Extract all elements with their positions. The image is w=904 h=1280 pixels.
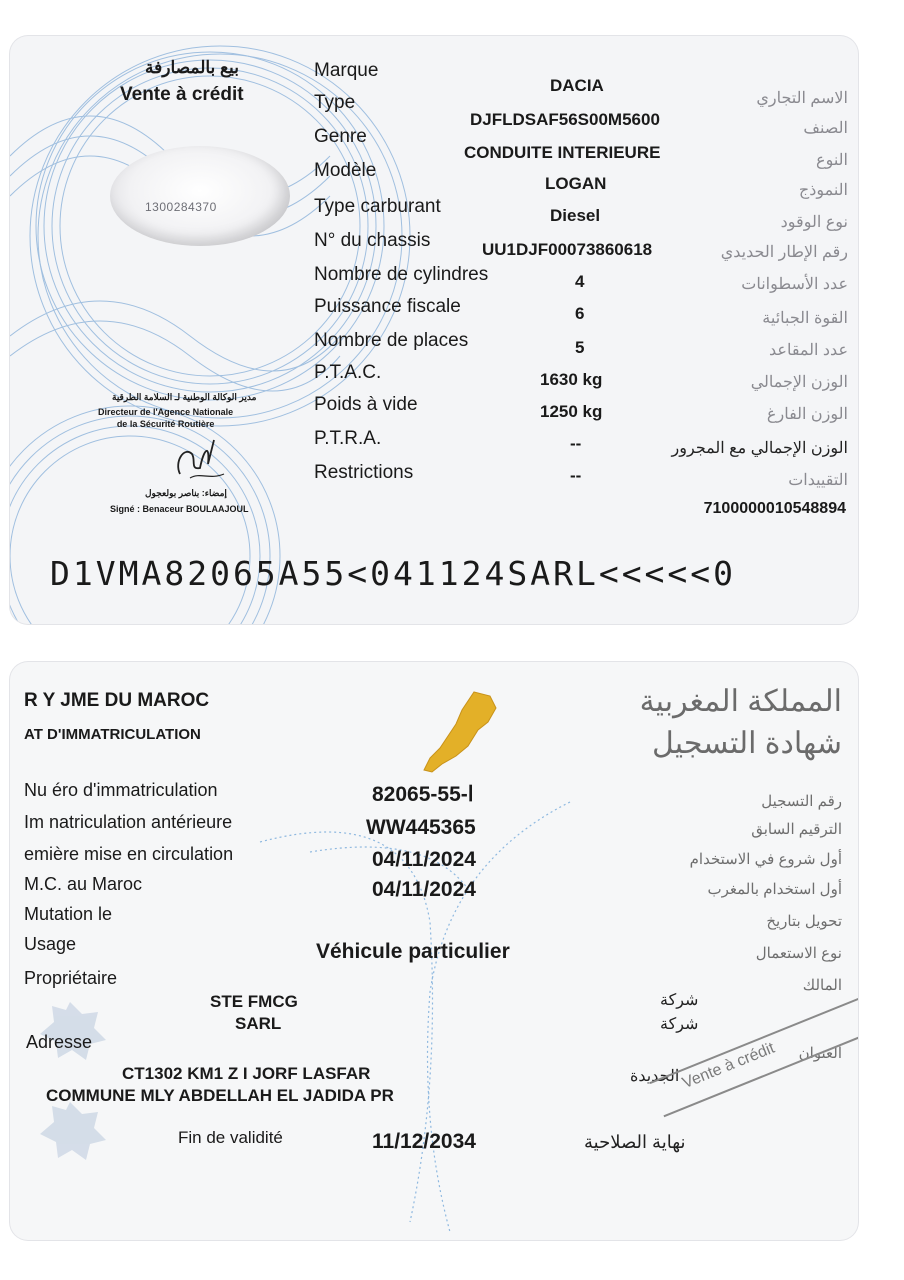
arabic-genre: النوع [816,152,848,169]
director-title-arabic: مدير الوكالة الوطنية لـ السلامة الطرقية [112,392,257,402]
hologram-number: 1300284370 [145,200,217,214]
label-genre: Genre [314,126,367,147]
label-usage: Usage [24,934,77,954]
label-first-circulation: emière mise en circulation [24,844,234,864]
value-validity: 11/12/2034 [372,1130,476,1153]
label-marque: Marque [314,60,379,81]
arabic-first-use-morocco: أول استخدام بالمغرب [707,881,842,898]
morocco-map-icon [420,690,500,774]
label-poids-vide: Poids à vide [314,394,418,415]
value-poids-vide: 1250 kg [540,402,603,421]
value-type: DJFLDSAF56S00M5600 [470,110,660,129]
credit-sale-arabic: بيع بالمصارفة [145,58,239,77]
value-first-circulation: 04/11/2024 [372,848,476,871]
hologram-oval [110,146,290,246]
owner-arabic-line1: شركة [660,992,699,1009]
arabic-type: الصنف [803,120,848,137]
arabic-poids-vide: الوزن الفارغ [766,406,848,423]
address-line2: COMMUNE MLY ABDELLAH EL JADIDA PR [46,1086,394,1105]
arabic-marque: الاسم التجاري [756,90,848,107]
owner-arabic-line2: شركة [660,1016,699,1033]
credit-sale-label: Vente à crédit [120,84,244,105]
signature-name: Signé : Benaceur BOULAAJOUL [110,504,249,514]
arabic-first-circulation: أول شروع في الاستخدام [689,851,842,868]
arabic-usage: نوع الاستعمال [755,945,842,962]
value-genre: CONDUITE INTERIEURE [464,143,661,162]
arabic-previous-registration: الترقيم السابق [751,821,842,838]
kingdom-title: R Y JME DU MAROC [24,690,210,711]
arabic-validity: نهاية الصلاحية [584,1132,686,1152]
label-validity: Fin de validité [178,1128,283,1147]
value-ptac: 1630 kg [540,370,603,389]
certificate-title: AT D'IMMATRICULATION [24,726,201,743]
arabic-carburant: نوع الوقود [780,214,848,231]
arabic-mutation: تحويل بتاريخ [766,913,842,930]
arabic-puissance: القوة الجبائية [762,310,848,327]
card-back-side [10,36,858,624]
credit-sale-stamp-text: Vente à crédit [680,1039,778,1093]
label-restrictions: Restrictions [314,462,414,483]
label-puissance: Puissance fiscale [314,296,461,317]
arabic-address-label: العنوان [798,1045,842,1062]
label-ptac: P.T.A.C. [314,362,382,383]
arabic-owner-label: المالك [802,977,842,994]
value-ptra: -- [570,434,582,453]
value-places: 5 [575,338,585,357]
signature-icon [170,434,230,486]
arabic-places: عدد المقاعد [769,342,848,359]
arabic-chassis: رقم الإطار الحديدي [720,244,848,261]
value-restrictions: -- [570,466,582,485]
arabic-ptra: الوزن الإجمالي مع المجرور [671,440,848,457]
address-line1: CT1302 KM1 Z I JORF LASFAR [122,1064,371,1083]
card-front-side [10,662,858,1240]
arabic-ptac: الوزن الإجمالي [750,374,848,391]
value-marque: DACIA [550,76,604,95]
arabic-cylindres: عدد الأسطوانات [741,276,848,293]
address-arabic: الجديدة [630,1068,680,1085]
certificate-title-arabic: شهادة التسجيل [652,727,842,760]
owner-line2: SARL [235,1014,282,1033]
value-usage: Véhicule particulier [316,940,510,963]
label-modele: Modèle [314,160,377,181]
label-registration-number: Nu éro d'immatriculation [24,780,218,800]
owner-line1: STE FMCG [210,992,298,1011]
value-registration-number: 82065-ا-55 [372,783,474,806]
label-first-use-morocco: M.C. au Maroc [24,874,143,894]
director-title [98,406,233,430]
label-chassis: N° du chassis [314,230,431,251]
value-previous-registration: WW445365 [366,816,476,839]
value-cylindres: 4 [575,272,585,291]
mrz-line: D1VMA82065A55<041124SARL<<<<<0 [50,554,737,593]
label-ptra: P.T.R.A. [314,428,382,449]
director-title-line1: Directeur de l'Agence Nationale [98,407,234,417]
value-puissance: 6 [575,304,585,323]
label-mutation: Mutation le [24,904,113,924]
director-title-line2: de la Sécurité Routière [116,419,215,429]
document-number: 7100000010548894 [703,500,846,517]
label-cylindres: Nombre de cylindres [314,264,489,285]
label-carburant: Type carburant [314,196,441,217]
arabic-restrictions: التقييدات [788,472,848,489]
value-modele: LOGAN [545,174,607,193]
arabic-modele: النموذج [798,182,848,199]
label-previous-registration: Im natriculation antérieure [24,812,233,832]
value-first-use-morocco: 04/11/2024 [372,878,476,901]
kingdom-title-arabic: المملكة المغربية [639,685,842,718]
value-carburant: Diesel [550,206,601,225]
label-places: Nombre de places [314,330,469,351]
value-chassis: UU1DJF00073860618 [482,240,653,259]
label-type: Type [314,92,356,113]
label-owner: Propriétaire [24,968,118,988]
arabic-registration-number: رقم التسجيل [761,793,842,810]
label-address: Adresse [26,1032,93,1052]
signature-arabic: إمضاء: بناصر بولعجول [145,488,227,498]
